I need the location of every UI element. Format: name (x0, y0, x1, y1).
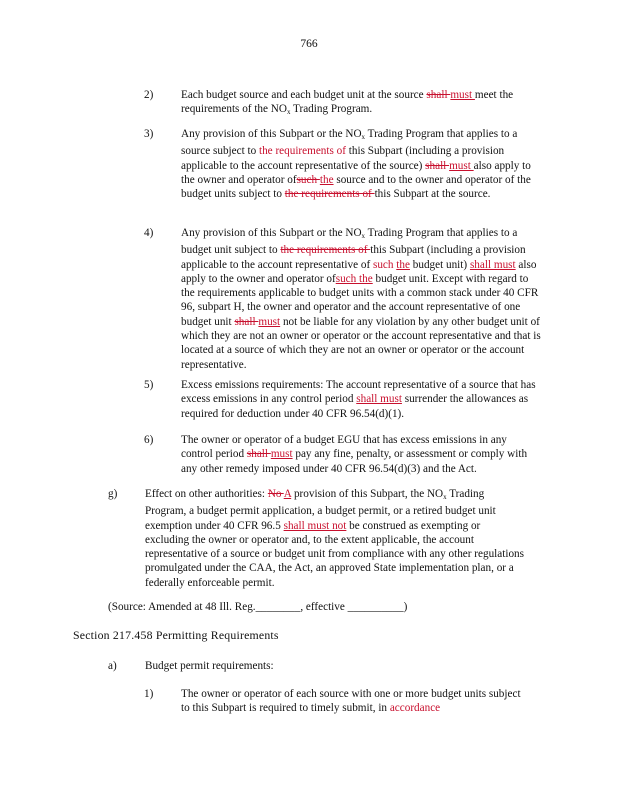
inserted-text: such the (335, 272, 373, 285)
subscript-text: x (443, 493, 447, 501)
text-run: pay any fine, penalty, or assessment or comply with any other remedy imposed under 40 CFR 96.54(d)(3) and the Act. (181, 448, 528, 475)
text-run: Trading Program that applies to a source subject to (181, 128, 518, 158)
item-label: g) (108, 488, 118, 500)
deleted-text: shall (234, 315, 259, 328)
inserted-text: such (372, 258, 397, 271)
text-run: be construed as exempting or excluding the owner or operator and, to the extent applicable, the account representative of a source or budget unit from compliance with any other regulations promulgated under the CAA, the Act, an approved State implementation plan, or a federally enforceable permit. (145, 519, 525, 589)
item-label: 2) (144, 89, 154, 101)
text-run: The owner or operator of each source with one or more budget units subject to this Subpart is required to timely submit, in (181, 688, 521, 715)
item-text (181, 687, 521, 716)
inserted-text: the (396, 258, 410, 271)
deleted-text: shall (425, 159, 450, 172)
item-label: 5) (144, 379, 154, 391)
text-run: budget unit. Except with regard to the requirements applicable to budget units with a common stack under 40 CFR 96, subpart H, the owner and operator and the account representative of one budget unit (181, 272, 539, 328)
deleted-text: the requirements of (280, 244, 371, 257)
source-note: (Source: Amended at 48 Ill. Reg.________, effective __________) (108, 601, 408, 613)
text-run: Trading Program. (290, 103, 373, 116)
subscript-text: x (361, 232, 366, 240)
text-run: this Subpart at the source. (374, 188, 491, 201)
text-run: Budget permit requirements: (145, 660, 274, 672)
section-heading: Section 217.458 Permitting Requirements (73, 628, 279, 642)
item-label: 3) (144, 128, 154, 140)
deleted-text: such (296, 173, 320, 186)
inserted-text: must (270, 448, 293, 461)
item-text (181, 226, 541, 372)
text-run: meet the requirements of the NO (181, 89, 514, 116)
inserted-text: the requirements of (258, 145, 346, 158)
item-label: a) (108, 660, 117, 672)
text-run: Any provision of this Subpart or the NO (181, 128, 362, 140)
item-text (181, 127, 541, 201)
inserted-text: shall must (356, 393, 402, 406)
text-run: provision of this Subpart, the NO (291, 488, 444, 500)
text-run: also apply to the owner and operator of (181, 159, 531, 186)
item-text (145, 487, 525, 590)
inserted-text: shall must (469, 258, 516, 271)
item-text (145, 659, 525, 673)
inserted-text: must (258, 315, 281, 328)
text-run: source and to the owner and operator of the budget units subject to (181, 173, 531, 201)
inserted-text: A (283, 488, 292, 500)
item-text (181, 378, 541, 421)
text-run: this Subpart (including a provision applicable to the account representative of the source) (181, 145, 505, 172)
text-run: Effect on other authorities: (145, 488, 268, 500)
inserted-text: accordance (389, 702, 441, 715)
text-run: also apply to the owner and operator of (181, 258, 537, 285)
deleted-text: No (267, 488, 284, 500)
item-text (181, 88, 541, 120)
inserted-text: must (450, 89, 475, 101)
subscript-text: x (286, 108, 291, 117)
subscript-text: x (361, 133, 366, 141)
page-number: 766 (300, 38, 318, 50)
inserted-text: shall must not (283, 519, 347, 532)
inserted-text: must (449, 159, 474, 172)
text-run: Any provision of this Subpart or the NO (181, 227, 362, 239)
deleted-text: shall (246, 448, 271, 461)
text-run: Each budget source and each budget unit at the source (181, 89, 427, 101)
item-label: 6) (144, 434, 154, 446)
text-run: The owner or operator of a budget EGU that has excess emissions in any control period (181, 434, 507, 461)
text-run: Excess emissions requirements: The account representative of a source that has excess emissions in any control period (181, 379, 536, 406)
text-run: this Subpart (including a provision applicable to the account representative of (181, 244, 526, 271)
deleted-text: shall (426, 89, 451, 101)
text-run: budget unit) (409, 258, 470, 271)
text-run: Trading Program, a budget permit application, a budget permit, or a retired budget unit exemption under 40 CFR 96.5 (145, 488, 496, 532)
text-run: Trading Program that applies to a budget unit subject to (181, 227, 518, 257)
item-label: 1) (144, 688, 154, 700)
item-text (181, 433, 541, 476)
text-run: surrender the allowances as required for deduction under 40 CFR 96.54(d)(1). (181, 393, 529, 420)
inserted-text: the (319, 173, 334, 186)
item-label: 4) (144, 227, 154, 239)
text-run: not be liable for any violation by any other budget unit of which they are not an owner or operator or the account representative and that is located at a source of which they are not an owner or operator or the account representative. (181, 315, 541, 371)
deleted-text: the requirements of (284, 188, 375, 201)
